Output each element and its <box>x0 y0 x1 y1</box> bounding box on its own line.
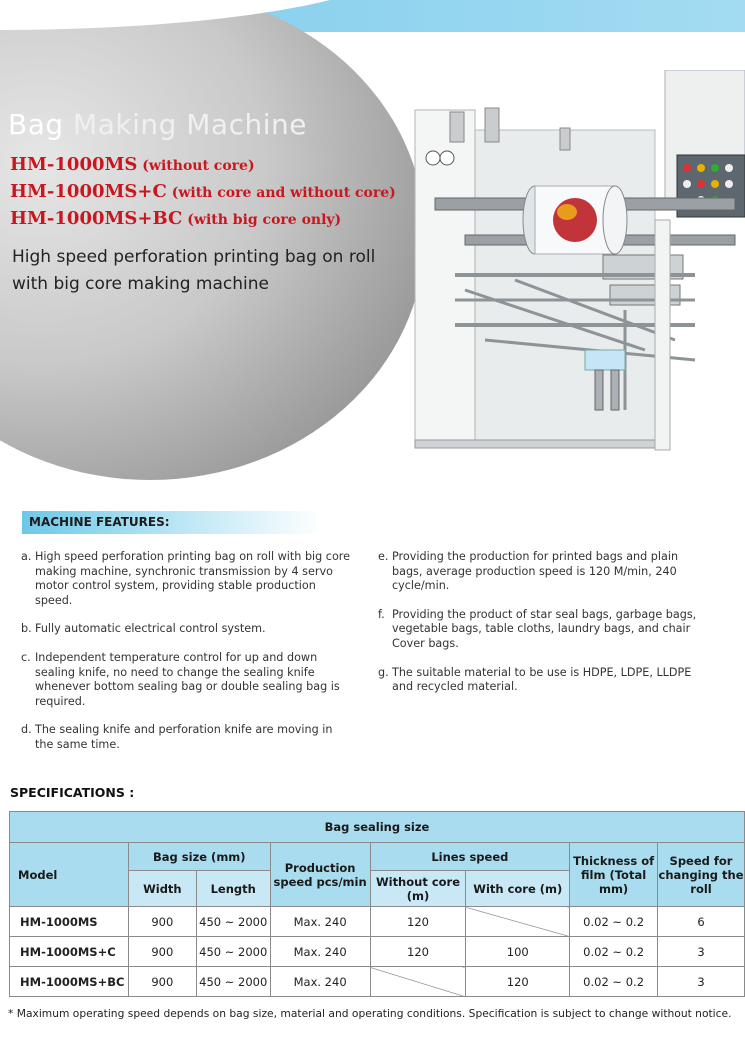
model-line-ms <box>10 154 255 175</box>
cell-changing: 3 <box>658 937 745 967</box>
feature-letter: f. <box>378 607 385 621</box>
feature-item <box>378 608 708 652</box>
bag-sealing-size-header: Bag sealing size <box>10 812 745 843</box>
features-right-column <box>378 550 708 709</box>
cell-production: Max. 240 <box>270 907 370 937</box>
header-lines-speed: Lines speed <box>370 843 570 871</box>
footnote: * Maximum operating speed depends on bag size, material and operating conditions. Specification is subject to change without notice. <box>8 1007 732 1020</box>
cell-width: 900 <box>128 907 196 937</box>
title-part-bag: Bag <box>8 108 74 141</box>
cell-length: 450 ~ 2000 <box>196 907 270 937</box>
feature-letter: d. <box>21 723 32 737</box>
table-row <box>10 937 745 967</box>
description-line-2: with big core making machine <box>12 274 269 294</box>
header-without-core: Without core (m) <box>370 871 466 907</box>
header-model: Model <box>10 843 129 907</box>
header-with-core: With core (m) <box>466 871 570 907</box>
cell-model: HM-1000MS <box>10 907 129 937</box>
feature-item <box>21 550 351 608</box>
feature-letter: e. <box>378 550 389 563</box>
product-description <box>12 244 412 298</box>
feature-text: High speed perforation printing bag on roll with big core making machine, synchronic transmission by 4 servo motor control system, providing stable production speed. <box>35 550 351 607</box>
cell-production: Max. 240 <box>270 967 370 997</box>
description-line-1: High speed perforation printing bag on roll <box>12 247 376 267</box>
cell-with-core-empty <box>466 907 570 937</box>
header-production-speed: Production speed pcs/min <box>270 843 370 907</box>
feature-text: Fully automatic electrical control system. <box>35 622 266 636</box>
cell-without-core: 120 <box>370 907 466 937</box>
model-line-ms-bc <box>10 208 341 229</box>
page-title <box>8 108 307 141</box>
feature-item <box>21 723 351 752</box>
model-note: (with big core only) <box>182 212 342 228</box>
feature-letter: g. <box>378 665 389 679</box>
header-length: Length <box>196 871 270 907</box>
feature-text: The suitable material to be use is HDPE, LDPE, LLDPE and recycled material. <box>392 665 692 694</box>
title-part-making-machine: Making Machine <box>73 108 307 141</box>
model-note: (without core) <box>137 158 255 174</box>
header-thickness: Thickness of film (Total mm) <box>570 843 658 907</box>
cell-thickness: 0.02 ~ 0.2 <box>570 907 658 937</box>
model-note: (with core and without core) <box>166 185 396 201</box>
header-width: Width <box>128 871 196 907</box>
feature-text: Independent temperature control for up and down sealing knife, no need to change the sealing knife whenever bottom sealing bag or double sealing bag is required. <box>35 650 340 708</box>
feature-letter: b. <box>21 622 32 636</box>
features-heading-bar <box>22 511 322 534</box>
table-row <box>10 907 745 937</box>
feature-item <box>21 651 351 709</box>
feature-letter: c. <box>21 650 31 664</box>
features-heading: MACHINE FEATURES: <box>29 515 170 529</box>
cell-model: HM-1000MS+C <box>10 937 129 967</box>
cell-with-core: 120 <box>466 967 570 997</box>
feature-item <box>378 550 708 594</box>
feature-text: Providing the production for printed bags and plain bags, average production speed is 120 M/min, 240 cycle/min. <box>392 550 679 593</box>
specifications-table <box>9 811 745 997</box>
cell-production: Max. 240 <box>270 937 370 967</box>
feature-text: Providing the product of star seal bags, garbage bags, vegetable bags, table cloths, laundry bags, and chair Cover bags. <box>392 607 697 650</box>
cell-thickness: 0.02 ~ 0.2 <box>570 967 658 997</box>
feature-letter: a. <box>21 550 32 563</box>
machine-photo <box>395 70 745 470</box>
header-bag-size: Bag size (mm) <box>128 843 270 871</box>
model-name: HM-1000MS+C <box>10 181 167 202</box>
feature-item <box>378 666 708 695</box>
model-line-ms-c <box>10 181 396 202</box>
hero-banner <box>0 0 745 500</box>
cell-model: HM-1000MS+BC <box>10 967 129 997</box>
cell-changing: 6 <box>658 907 745 937</box>
cell-width: 900 <box>128 967 196 997</box>
table-row <box>10 967 745 997</box>
cell-thickness: 0.02 ~ 0.2 <box>570 937 658 967</box>
features-left-column <box>21 550 351 767</box>
header-changing-speed: Speed for changing the roll <box>658 843 745 907</box>
cell-without-core: 120 <box>370 937 466 967</box>
feature-text: The sealing knife and perforation knife are moving in the same time. <box>35 723 333 751</box>
cell-width: 900 <box>128 937 196 967</box>
specifications-heading: SPECIFICATIONS : <box>10 785 135 800</box>
model-name: HM-1000MS+BC <box>10 208 183 229</box>
cell-with-core: 100 <box>466 937 570 967</box>
cell-length: 450 ~ 2000 <box>196 937 270 967</box>
cell-without-core-empty <box>370 967 466 997</box>
cell-changing: 3 <box>658 967 745 997</box>
cell-length: 450 ~ 2000 <box>196 967 270 997</box>
feature-item <box>21 622 351 637</box>
model-name: HM-1000MS <box>10 154 138 175</box>
